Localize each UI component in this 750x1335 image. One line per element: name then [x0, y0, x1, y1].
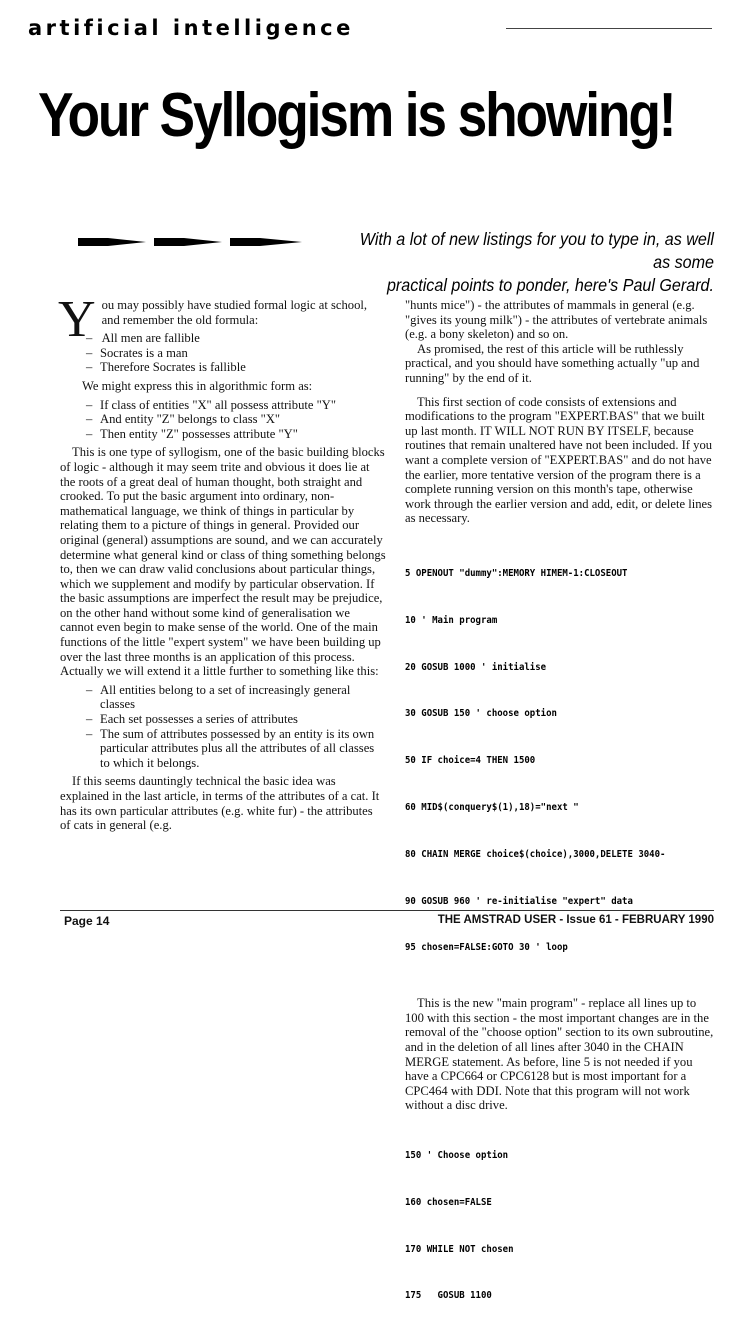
list-item: – If class of entities "X" all possess attribute "Y"	[86, 398, 386, 413]
headline: Your Syllogism is showing!	[38, 81, 675, 150]
standfirst	[350, 228, 714, 297]
code-line: 170 WHILE NOT chosen	[405, 1243, 514, 1255]
list-item: – All men are fallible	[86, 331, 386, 346]
column-left	[58, 291, 386, 833]
intro-text: ou may possibly have studied formal logic at school, and remember the old formula:	[101, 298, 368, 327]
code-line: 95 chosen=FALSE:GOTO 30 ' loop	[405, 942, 568, 954]
code-line: 175 GOSUB 1100	[405, 1290, 492, 1302]
code-line: 30 GOSUB 150 ' choose option	[405, 708, 557, 720]
body-paragraph: This is the new "main program" - replace all lines up to 100 with this section - the most important changes are in the removal of the "choose option" section to its own subroutine, and in the deletion of all lines after 3040 in the CHAIN MERGE statement. As before, line 5 is not needed if you have a CPC664 or CPC6128 but is most important for a CPC464 with DDI. Note that this program will not work without a disc drive.	[405, 996, 714, 1113]
code-line: 5 OPENOUT "dummy":MEMORY HIMEM-1:CLOSEOUT	[405, 568, 628, 580]
code-listing	[405, 1117, 692, 1335]
page-number: Page 14	[64, 914, 110, 928]
code-line: 10 ' Main program	[405, 614, 498, 626]
list-item: – Therefore Socrates is fallible	[86, 360, 386, 375]
code-line: 60 MID$(conquery$(1),18)="next "	[405, 802, 579, 813]
arrow-icon	[154, 238, 222, 246]
code-line: 20 GOSUB 1000 ' initialise	[405, 661, 547, 673]
arrow-icon	[230, 238, 302, 246]
list-item: – All entities belong to a set of increasingly general classes	[86, 683, 386, 712]
drop-cap: Y	[58, 291, 96, 348]
standfirst-line: With a lot of new listings for you to type in, as well as some	[359, 229, 714, 272]
code-line: 150 ' Choose option	[405, 1150, 509, 1162]
footer-rule	[60, 910, 714, 911]
body-paragraph: This is one type of syllogism, one of the basic building blocks of logic - although it may seem trite and obvious it does lie at the roots of a great deal of human thought, both straight and crooked. To put the basic argument into ordinary, non-mathematical language, we think of things in particular by relating them to a picture of things in general. Provided our original (general) assumptions are sound, and we can accurately determine what general kind or class of thing something belongs to, then we can draw valid conclusions about particular things, which we supplement and modify by particular observation. If the basic assumptions are imperfect the result may be prejudice, on the other hand without some kind of generalisation we cannot even begin to make sense of the world. One of the main functions of the little "expert system" we have been building up over the last three months is an application of this process. Actually we will extend it a little further to something like this:	[60, 445, 386, 679]
code-line: 90 GOSUB 960 ' re-initialise "expert" data	[405, 895, 633, 907]
body-paragraph: This first section of code consists of extensions and modifications to the program "EXPERT.BAS" that we built up last month. IT WILL NOT RUN BY ITSELF, because routines that remain unaltered have not been included. If you want a complete version of "EXPERT.BAS" and do not have the earlier, more tentative version of the program there is a complete running version on this month's tape, otherwise work through the earlier version and add, edit, or delete lines as necessary.	[405, 394, 713, 526]
column-right	[405, 298, 717, 1335]
algorithm-list	[60, 398, 386, 442]
code-line: 80 CHAIN MERGE choice$(choice),3000,DELETE 3040-	[405, 848, 666, 860]
formula-list	[60, 331, 386, 375]
code-line: 50 IF choice=4 THEN 1500	[405, 755, 536, 767]
body-paragraph: "hunts mice") - the attributes of mammals in general (e.g. "gives its young milk") - the attributes of vertebrate animals (e.g. a bony skeleton) and so on.	[405, 298, 708, 342]
body-paragraph: If this seems dauntingly technical the basic idea was explained in the last article, in terms of the attributes of a cat. It has its own particular attributes (e.g. white fur) - the attributes of cats in general (e.g.	[60, 774, 380, 833]
list-item: – Socrates is a man	[86, 346, 386, 361]
list-item: – And entity "Z" belongs to class "X"	[86, 412, 386, 427]
magazine-masthead: THE AMSTRAD USER - Issue 61 - FEBRUARY 1990	[437, 914, 714, 926]
algorithm-intro: We might express this in algorithmic form as:	[82, 378, 313, 393]
standfirst-line: practical points to ponder, here's Paul Gerard.	[386, 275, 714, 295]
list-item: – Then entity "Z" possesses attribute "Y"	[86, 427, 386, 442]
code-line: 160 chosen=FALSE	[405, 1196, 492, 1208]
arrow-icon	[78, 238, 146, 246]
section-label: artificial intelligence	[28, 16, 354, 40]
body-paragraph: As promised, the rest of this article will be ruthlessly practical, and you should have something actually "up and running" by the end of it.	[405, 341, 700, 385]
arrow-bullets	[78, 230, 310, 254]
class-list	[60, 683, 386, 771]
list-item: – Each set possesses a series of attributes	[86, 712, 386, 727]
list-item: – The sum of attributes possessed by an entity is its own particular attributes plus all the attributes of all classes to which it belongs.	[86, 727, 386, 771]
section-rule	[506, 28, 712, 29]
